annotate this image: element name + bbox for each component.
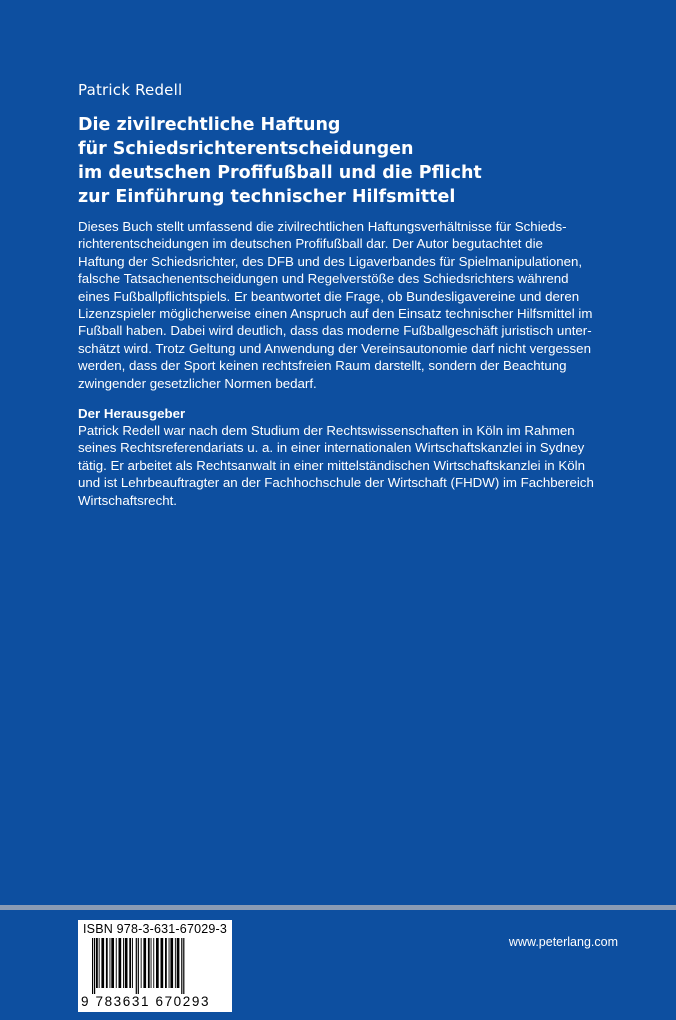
bio-line: Patrick Redell war nach dem Studium der Rechtswissenschaften in Köln im Rahmen — [78, 423, 575, 438]
barcode-digits: 9 783631 670293 — [81, 994, 211, 1009]
description-line: eines Fußballpflichtspiels. Er beantwortet die Frage, ob Bundesligavereine und deren — [78, 288, 580, 304]
bio-heading: Der Herausgeber — [78, 406, 186, 421]
publisher-url: www.peterlang.com — [508, 935, 618, 949]
description-line: schätzt wird. Trotz Geltung und Anwendung der Vereinsautonomie darf nicht vergessen — [78, 340, 591, 356]
title-line: Die zivilrechtliche Haftung — [78, 115, 341, 135]
description-line: Dieses Buch stellt umfassend die zivilrechtlichen Haftungsverhältnisse für Schieds- — [78, 219, 567, 234]
description-line: Fußball haben. Dabei wird deutlich, dass das moderne Fußballgeschäft juristisch unter- — [78, 323, 592, 339]
bio-line: seines Rechtsreferendariats u. a. in einer internationalen Wirtschaftskanzlei in Sydney — [78, 440, 585, 456]
description-line: Haftung der Schiedsrichter, des DFB und des Ligaverbandes für Spielmanipulationen, — [78, 253, 583, 269]
title-line: im deutschen Profifußball und die Pflicht — [78, 163, 482, 183]
description-line: zwingender gesetzlicher Normen bedarf. — [78, 375, 317, 391]
description-line: richterentscheidungen im deutschen Profifußball dar. Der Autor begutachtet die — [78, 236, 543, 252]
title-line: zur Einführung technischer Hilfsmittel — [78, 187, 456, 207]
barcode-bars — [82, 938, 228, 994]
bio-line: tätig. Er arbeitet als Rechtsanwalt in einer mittelständischen Wirtschaftskanzlei in Köln — [78, 457, 585, 473]
isbn-label: ISBN 978-3-631-67029-3 — [83, 922, 228, 936]
book-title — [78, 113, 638, 209]
book-description — [78, 218, 638, 392]
description-line: falsche Tatsachenentscheidungen und Regelverstöße des Schiedsrichters während — [78, 271, 569, 287]
description-line: werden, dass der Sport keinen rechtsfreien Raum darstellt, sondern der Beachtung — [78, 358, 567, 374]
title-line: für Schiedsrichterentscheidungen — [78, 139, 414, 159]
footer-divider-band — [0, 905, 676, 910]
bio-line: und ist Lehrbeauftragter an der Fachhochschule der Wirtschaft (FHDW) im Fachbereich — [78, 475, 594, 491]
isbn-barcode — [78, 920, 232, 1012]
author-bio — [78, 422, 638, 509]
author-name: Patrick Redell — [78, 81, 183, 99]
bio-line: Wirtschaftsrecht. — [78, 492, 178, 508]
description-line: Lizenzspieler möglicherweise einen Anspruch auf den Einsatz technischer Hilfsmittel im — [78, 306, 593, 322]
